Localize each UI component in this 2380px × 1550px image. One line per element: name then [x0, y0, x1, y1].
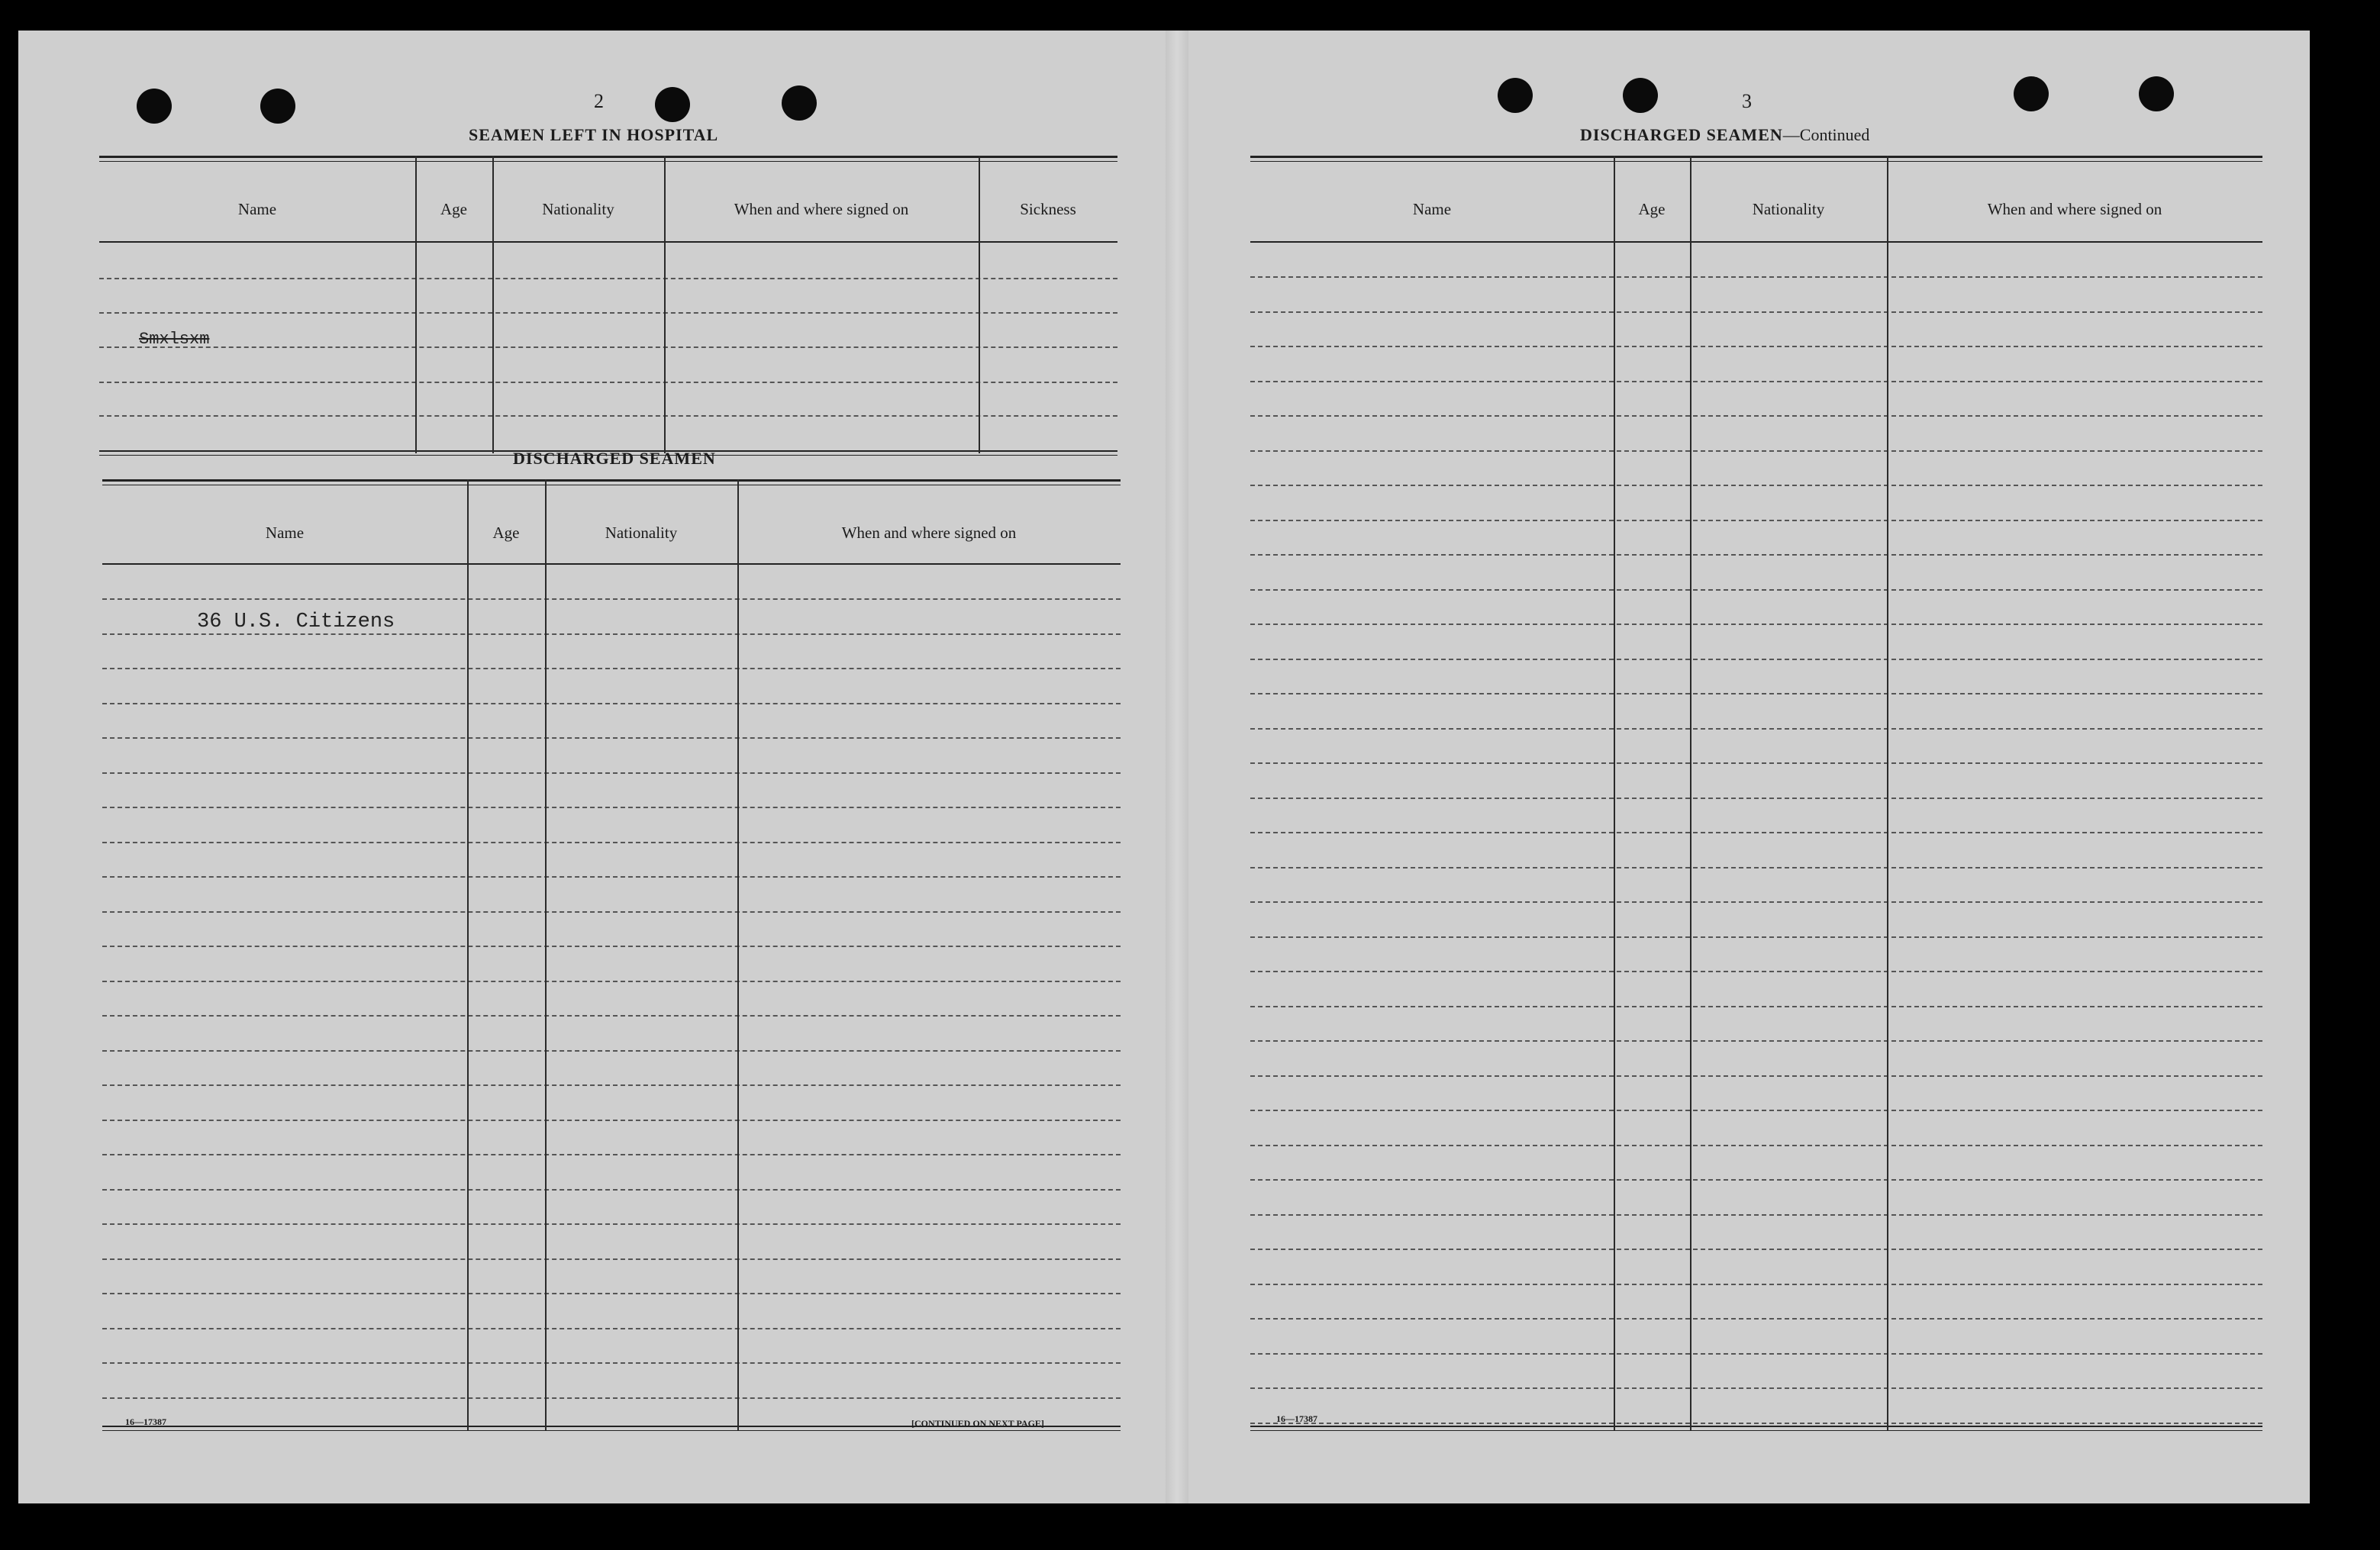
ruled-line [1250, 1214, 2262, 1216]
punch-hole [1623, 78, 1658, 113]
ruled-line [1250, 659, 2262, 660]
page-number-right: 3 [1742, 90, 1752, 112]
punch-hole [2139, 76, 2174, 111]
punch-hole [260, 89, 295, 124]
column-header-name: Name [237, 200, 277, 218]
ruled-line [102, 1293, 1121, 1294]
column-header-sickness: Sickness [1020, 200, 1076, 218]
ruled-line [1250, 1423, 2262, 1424]
column-header-nationality: Nationality [605, 524, 678, 542]
ruled-line [1250, 589, 2262, 591]
ruled-line [102, 1154, 1121, 1155]
ruled-line [102, 946, 1121, 947]
column-header-name: Name [265, 524, 305, 542]
punch-hole [782, 85, 817, 121]
ruled-line [102, 1050, 1121, 1052]
ruled-line [1250, 901, 2262, 903]
ruled-line [102, 1258, 1121, 1260]
ruled-line [1250, 346, 2262, 347]
ruled-line [1250, 728, 2262, 730]
ruled-line [1250, 693, 2262, 694]
ruled-line [1250, 554, 2262, 556]
page-fold [1166, 31, 1188, 1503]
document-spread [18, 31, 2310, 1503]
column-header-nationality: Nationality [1752, 200, 1825, 218]
hospital-table [99, 156, 1117, 461]
punch-hole [137, 89, 172, 124]
column-header-age: Age [440, 200, 467, 218]
right-title-main: DISCHARGED SEAMEN [1580, 125, 1783, 144]
column-header-age: Age [492, 524, 520, 542]
ruled-line [1250, 762, 2262, 764]
ruled-line [1250, 1110, 2262, 1111]
ruled-line [1250, 832, 2262, 833]
hospital-section-title: SEAMEN LEFT IN HOSPITAL [469, 125, 719, 144]
column-header-age: Age [1638, 200, 1666, 218]
struck-entry: Smxlsxm [139, 330, 210, 349]
column-header-signed-on: When and where signed on [734, 200, 909, 218]
ruled-line [1250, 311, 2262, 313]
column-header-signed-on: When and where signed on [841, 524, 1017, 542]
page-number-left: 2 [594, 90, 604, 112]
ruled-line [102, 598, 1121, 600]
ruled-line [1250, 1179, 2262, 1181]
ruled-line [1250, 381, 2262, 382]
ruled-line [102, 1189, 1121, 1191]
column-header-nationality: Nationality [542, 200, 614, 218]
continued-note: [CONTINUED ON NEXT PAGE] [911, 1418, 1044, 1429]
column-header-name: Name [1412, 200, 1452, 218]
ruled-line [1250, 1387, 2262, 1389]
ruled-line [1250, 415, 2262, 417]
ruled-line [1250, 1353, 2262, 1355]
ruled-line [102, 703, 1121, 704]
typed-entry: 36 U.S. Citizens [197, 611, 395, 633]
ruled-line [1250, 520, 2262, 521]
discharged-table-right [1250, 156, 2262, 1438]
right-section-title [1580, 125, 1869, 145]
ruled-line [102, 1362, 1121, 1364]
ruled-line [102, 1397, 1121, 1399]
form-number-left: 16—17387 [125, 1416, 166, 1427]
ruled-line [102, 668, 1121, 669]
form-number-right: 16—17387 [1276, 1413, 1317, 1424]
ruled-line [1250, 276, 2262, 278]
ruled-line [1250, 1145, 2262, 1146]
ruled-line [102, 1015, 1121, 1017]
ruled-line [1250, 485, 2262, 486]
ruled-line [102, 842, 1121, 843]
punch-hole [1498, 78, 1533, 113]
ruled-line [102, 807, 1121, 808]
ruled-line [102, 1084, 1121, 1086]
discharged-table-left [102, 479, 1121, 1441]
ruled-line [1250, 1249, 2262, 1250]
ruled-line [102, 1328, 1121, 1329]
ruled-line [1250, 798, 2262, 799]
column-header-signed-on: When and where signed on [1987, 200, 2162, 218]
ruled-line [1250, 1006, 2262, 1007]
ruled-line [102, 981, 1121, 982]
right-title-suffix: —Continued [1782, 125, 1870, 144]
discharged-section-title: DISCHARGED SEAMEN [513, 449, 716, 468]
ruled-line [102, 772, 1121, 774]
ruled-line [1250, 1040, 2262, 1042]
punch-hole [2014, 76, 2049, 111]
ruled-line [1250, 1075, 2262, 1077]
ruled-line [1250, 1284, 2262, 1285]
ruled-line [1250, 450, 2262, 452]
ruled-line [102, 1120, 1121, 1121]
ruled-line [102, 1223, 1121, 1225]
punch-hole [655, 87, 690, 122]
ruled-line [1250, 867, 2262, 868]
ruled-line [102, 876, 1121, 878]
ruled-line [102, 737, 1121, 739]
ruled-line [1250, 936, 2262, 938]
ruled-line [1250, 1318, 2262, 1320]
ruled-line [1250, 624, 2262, 625]
ruled-line [1250, 971, 2262, 972]
ruled-line [102, 911, 1121, 913]
